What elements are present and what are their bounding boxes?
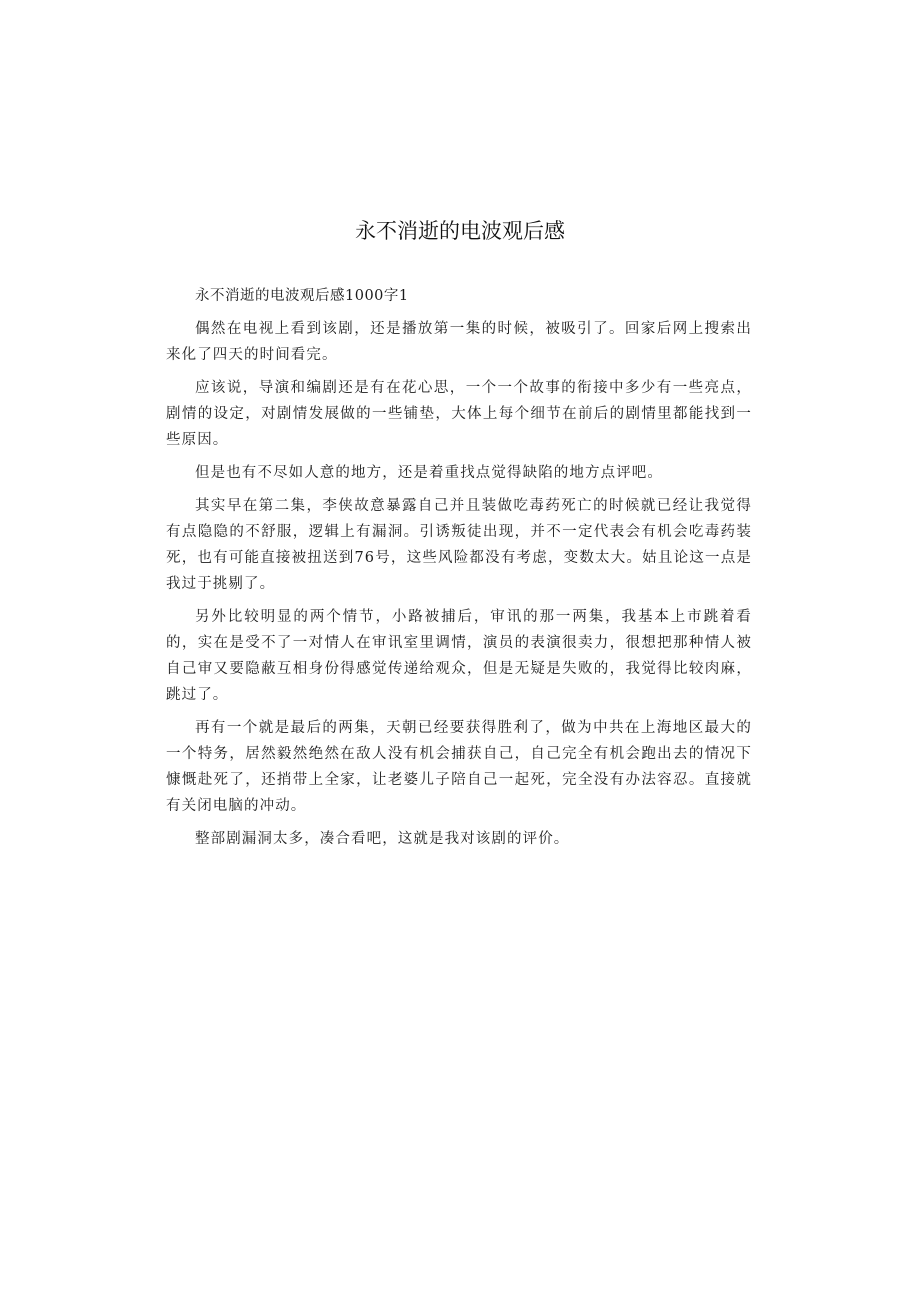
paragraph: 整部剧漏洞太多，凑合看吧，这就是我对该剧的评价。 xyxy=(195,831,570,847)
document-title: 永不消逝的电波观后感 xyxy=(355,219,565,243)
paragraph: 其实早在第二集，李侠故意暴露自己并且装做吃毒药死亡的时候就已经让我觉得有点隐隐的不舒服，逻辑上有漏洞。引诱叛徒出现，并不一定代表会有机会吃毒药装死，也有可能直接被扭送到76号，这些风险都没有考虑，变数太大。姑且论这一点是我过于挑剔了。 xyxy=(166,498,752,592)
paragraph: 应该说，导演和编剧还是有在花心思，一个一个故事的衔接中多少有一些亮点，剧情的设定，对剧情发展做的一些铺垫，大体上每个细节在前后的剧情里都能找到一些原因。 xyxy=(166,380,752,448)
paragraph: 但是也有不尽如人意的地方，还是着重找点觉得缺陷的地方点评吧。 xyxy=(195,465,663,481)
paragraph-subtitle: 永不消逝的电波观后感1000字1 xyxy=(195,288,409,304)
paragraph: 再有一个就是最后的两集，天朝已经要获得胜利了，做为中共在上海地区最大的一个特务，居然毅然绝然在敌人没有机会捕获自己，自己完全有机会跑出去的情况下慷慨赴死了，还捎带上全家，让老婆儿子陪自己一起死，完全没有办法容忍。直接就有关闭电脑的冲动。 xyxy=(166,720,752,814)
document-body xyxy=(166,283,752,859)
paragraph: 另外比较明显的两个情节，小路被捕后，审讯的那一两集，我基本上市跳着看的，实在是受不了一对情人在审讯室里调情，演员的表演很卖力，很想把那种情人被自己审又要隐蔽互相身份得感觉传递给观众，但是无疑是失败的，我觉得比较肉麻，跳过了。 xyxy=(166,609,752,703)
paragraph: 偶然在电视上看到该剧，还是播放第一集的时候，被吸引了。回家后网上搜索出来化了四天的时间看完。 xyxy=(166,321,752,363)
